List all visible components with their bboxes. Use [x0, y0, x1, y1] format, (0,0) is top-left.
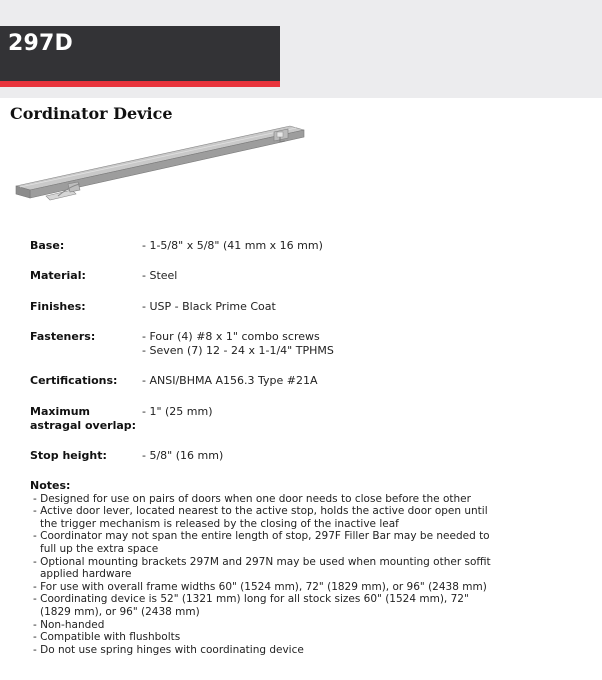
note-item: - For use with overall frame widths 60" (1524 mm), 72" (1829 mm), or 96" (2438 mm) [33, 580, 487, 593]
spec-label: Base: [30, 239, 65, 252]
spec-value-list [142, 269, 562, 283]
note-item: - Designed for use on pairs of doors when one door needs to close before the other [33, 492, 471, 505]
spec-label: Maximum astragal overlap: [30, 405, 137, 432]
note-item: - Compatible with flushbolts [33, 631, 181, 644]
spec-value: - 1" (25 mm) [142, 405, 213, 418]
product-title: Cordinator Device [10, 104, 173, 123]
spec-label: Finishes: [30, 300, 86, 313]
note-item: - Optional mounting brackets 297M and 297N may be used when mounting other soffit applied hardware [33, 555, 491, 581]
spec-value: - ANSI/BHMA A156.3 Type #21A [142, 374, 318, 387]
spec-label: Certifications: [30, 374, 118, 387]
note-item: - Coordinating device is 52" (1321 mm) long for all stock sizes 60" (1524 mm), 72" (1829 mm), or 96" (2438 mm) [33, 593, 469, 618]
spec-value-list [142, 449, 562, 463]
note-item: - Coordinator may not span the entire length of stop, 297F Filler Bar may be needed to full up the extra space [33, 530, 490, 555]
spec-value: - 5/8" (16 mm) [142, 449, 224, 462]
note-item: - Active door lever, located nearest to the active stop, holds the active door open until the trigger mechanism is released by the closing of the inactive leaf [33, 505, 488, 530]
spec-value: - 1-5/8" x 5/8" (41 mm x 16 mm) [142, 239, 323, 252]
spec-value-list [142, 374, 562, 388]
spec-value: - Seven (7) 12 - 24 x 1-1/4" TPHMS [142, 344, 334, 357]
spec-label: Material: [30, 269, 86, 282]
spec-label: Fasteners: [30, 330, 96, 343]
spec-value-list [142, 239, 562, 253]
notes-section [30, 480, 500, 656]
spec-value-list [142, 330, 562, 358]
notes-title: Notes: [30, 479, 71, 492]
spec-value: - Four (4) #8 x 1" combo screws [142, 330, 320, 343]
header-accent-bar [0, 81, 280, 87]
spec-label: Stop height: [30, 449, 107, 462]
spec-value: - USP - Black Prime Coat [142, 300, 276, 313]
product-image [12, 120, 312, 212]
spec-value-list [142, 405, 562, 419]
note-item: - Non-handed [33, 618, 105, 631]
note-item: - Do not use spring hinges with coordinating device [33, 643, 304, 656]
spec-value-list [142, 300, 562, 314]
spec-value: - Steel [142, 269, 178, 282]
model-number: 297D [8, 31, 73, 56]
